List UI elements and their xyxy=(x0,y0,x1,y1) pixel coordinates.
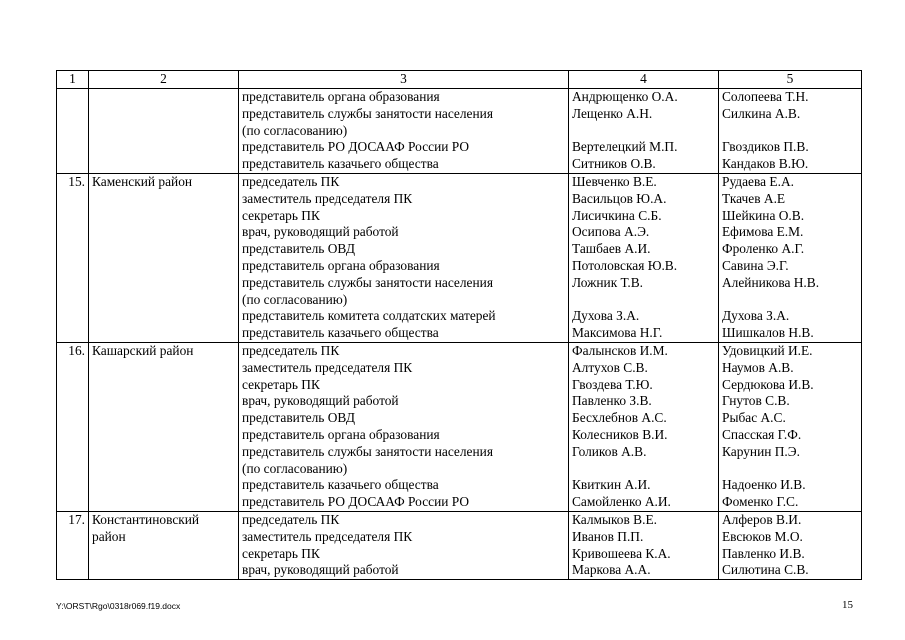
member-name: Алтухов С.В. xyxy=(572,359,648,375)
role-line: представитель ОВД xyxy=(242,410,355,426)
role-line: представитель службы занятости населения xyxy=(242,274,493,290)
member-name: Бесхлебнов А.С. xyxy=(572,410,667,426)
header-cell-2: 2 xyxy=(89,71,239,89)
table-body xyxy=(57,71,862,580)
member-name: Вертелецкий М.П. xyxy=(572,139,678,155)
deputy-name: Карунин П.Э. xyxy=(722,443,800,459)
deputy-name: Ефимова Е.М. xyxy=(722,224,804,240)
member-name: Лисичкина С.Б. xyxy=(572,207,662,223)
footer-file-path: Y:\ORST\Rgo\0318r069.f19.docx xyxy=(56,601,181,611)
district-name: район xyxy=(92,528,126,544)
deputy-name: Рыбас А.С. xyxy=(722,410,786,426)
deputy-name: Алейникова Н.В. xyxy=(722,274,820,290)
district-cell xyxy=(89,173,239,342)
district-cell xyxy=(89,89,239,174)
role-line: представитель РО ДОСААФ России РО xyxy=(242,139,470,155)
member-name: Духова З.А. xyxy=(572,308,640,324)
member-name xyxy=(572,123,715,140)
role-line: врач, руководящий работой xyxy=(242,393,399,409)
deputy-name: Фоменко Г.С. xyxy=(722,494,799,510)
deputy-cell xyxy=(719,342,862,511)
deputy-name: Силкина А.В. xyxy=(722,105,801,121)
district-cell xyxy=(89,511,239,579)
deputy-cell xyxy=(719,173,862,342)
district-name: Каменский район xyxy=(92,173,193,189)
role-line: представитель комитета солдатских матерей xyxy=(242,308,496,324)
member-name: Васильцов Ю.А. xyxy=(572,190,667,206)
deputy-name: Спасская Г.Ф. xyxy=(722,426,802,442)
member-name: Калмыков В.Е. xyxy=(572,511,657,527)
header-cell-5: 5 xyxy=(719,71,862,89)
role-line: представитель казачьего общества xyxy=(242,156,439,172)
member-name: Самойленко А.И. xyxy=(572,494,671,510)
role-line: председатель ПК xyxy=(242,173,340,189)
row-number-cell: 17. xyxy=(57,511,89,579)
header-cell-4: 4 xyxy=(569,71,719,89)
role-line: секретарь ПК xyxy=(242,376,320,392)
role-line: представитель казачьего общества xyxy=(242,325,439,341)
deputy-name: Шейкина О.В. xyxy=(722,207,805,223)
member-name: Колесников В.И. xyxy=(572,426,668,442)
commission-table xyxy=(56,70,862,580)
member-name: Потоловская Ю.В. xyxy=(572,257,678,273)
role-line: заместитель председателя ПК xyxy=(242,190,413,206)
role-line: представитель казачьего общества xyxy=(242,477,439,493)
table-row xyxy=(57,342,862,511)
deputy-name: Ткачев А.Е xyxy=(722,190,786,206)
role-line: врач, руководящий работой xyxy=(242,224,399,240)
deputy-name: Рудаева Е.А. xyxy=(722,173,794,189)
member-name: Квиткин А.И. xyxy=(572,477,651,493)
table-row xyxy=(57,173,862,342)
member-name: Фалынсков И.М. xyxy=(572,342,668,358)
table-row xyxy=(57,89,862,174)
role-line: заместитель председателя ПК xyxy=(242,359,413,375)
deputy-name: Силютина С.В. xyxy=(722,562,809,578)
role-line: (по согласованию) xyxy=(242,122,348,138)
role-line: заместитель председателя ПК xyxy=(242,528,413,544)
deputy-name: Савина Э.Г. xyxy=(722,257,789,273)
member-name: Осипова А.Э. xyxy=(572,224,650,240)
role-line: председатель ПК xyxy=(242,342,340,358)
member-name: Иванов П.П. xyxy=(572,528,644,544)
deputy-name: Наумов А.В. xyxy=(722,359,794,375)
role-cell xyxy=(239,173,569,342)
header-cell-1: 1 xyxy=(57,71,89,89)
member-name: Голиков А.В. xyxy=(572,443,647,459)
member-name: Кривошеева К.А. xyxy=(572,545,671,561)
role-line: представитель службы занятости населения xyxy=(242,443,493,459)
role-line: секретарь ПК xyxy=(242,207,320,223)
table-row xyxy=(57,511,862,579)
row-number-cell: 16. xyxy=(57,342,89,511)
deputy-name: Надоенко И.В. xyxy=(722,477,806,493)
deputy-name: Павленко И.В. xyxy=(722,545,805,561)
member-name: Ситников О.В. xyxy=(572,156,656,172)
member-name: Гвоздева Т.Ю. xyxy=(572,376,653,392)
role-line: представитель службы занятости населения xyxy=(242,105,493,121)
role-cell xyxy=(239,511,569,579)
member-name: Ложник Т.В. xyxy=(572,274,644,290)
deputy-name: Сердюкова И.В. xyxy=(722,376,814,392)
deputy-name: Кандаков В.Ю. xyxy=(722,156,809,172)
role-line: представитель РО ДОСААФ России РО xyxy=(242,494,470,510)
header-row xyxy=(57,71,862,89)
district-cell xyxy=(89,342,239,511)
member-cell xyxy=(569,89,719,174)
deputy-cell xyxy=(719,89,862,174)
role-line: секретарь ПК xyxy=(242,545,320,561)
role-line: врач, руководящий работой xyxy=(242,562,399,578)
row-number-cell xyxy=(57,89,89,174)
deputy-name: Солопеева Т.Н. xyxy=(722,89,809,104)
member-name: Максимова Н.Г. xyxy=(572,325,663,341)
deputy-name: Духова З.А. xyxy=(722,308,790,324)
member-name: Шевченко В.Е. xyxy=(572,173,657,189)
member-name xyxy=(572,292,715,309)
district-name: Кашарский район xyxy=(92,342,194,358)
role-line: представитель органа образования xyxy=(242,426,440,442)
member-name: Павленко З.В. xyxy=(572,393,652,409)
member-name xyxy=(572,461,715,478)
deputy-name: Удовицкий И.Е. xyxy=(722,342,813,358)
deputy-name xyxy=(722,123,858,140)
member-name: Лещенко А.Н. xyxy=(572,105,653,121)
member-name: Ташбаев А.И. xyxy=(572,241,651,257)
row-number-cell: 15. xyxy=(57,173,89,342)
deputy-name: Евсюков М.О. xyxy=(722,528,803,544)
role-line: представитель органа образования xyxy=(242,257,440,273)
role-line: председатель ПК xyxy=(242,511,340,527)
role-cell xyxy=(239,89,569,174)
role-line: (по согласованию) xyxy=(242,460,348,476)
deputy-cell xyxy=(719,511,862,579)
member-cell xyxy=(569,511,719,579)
role-line: (по согласованию) xyxy=(242,291,348,307)
member-name: Маркова А.А. xyxy=(572,562,651,578)
deputy-name: Алферов В.И. xyxy=(722,511,802,527)
role-line: представитель органа образования xyxy=(242,89,440,104)
member-cell xyxy=(569,342,719,511)
deputy-name: Фроленко А.Г. xyxy=(722,241,805,257)
district-name: Константиновский xyxy=(92,511,200,527)
member-cell xyxy=(569,173,719,342)
deputy-name: Шишкалов Н.В. xyxy=(722,325,814,341)
header-cell-3: 3 xyxy=(239,71,569,89)
deputy-name: Гнутов С.В. xyxy=(722,393,790,409)
role-line: представитель ОВД xyxy=(242,241,355,257)
deputy-name xyxy=(722,292,858,309)
member-name: Андрющенко О.А. xyxy=(572,89,678,104)
page-number: 15 xyxy=(842,599,853,611)
role-cell xyxy=(239,342,569,511)
deputy-name xyxy=(722,461,858,478)
deputy-name: Гвоздиков П.В. xyxy=(722,139,809,155)
